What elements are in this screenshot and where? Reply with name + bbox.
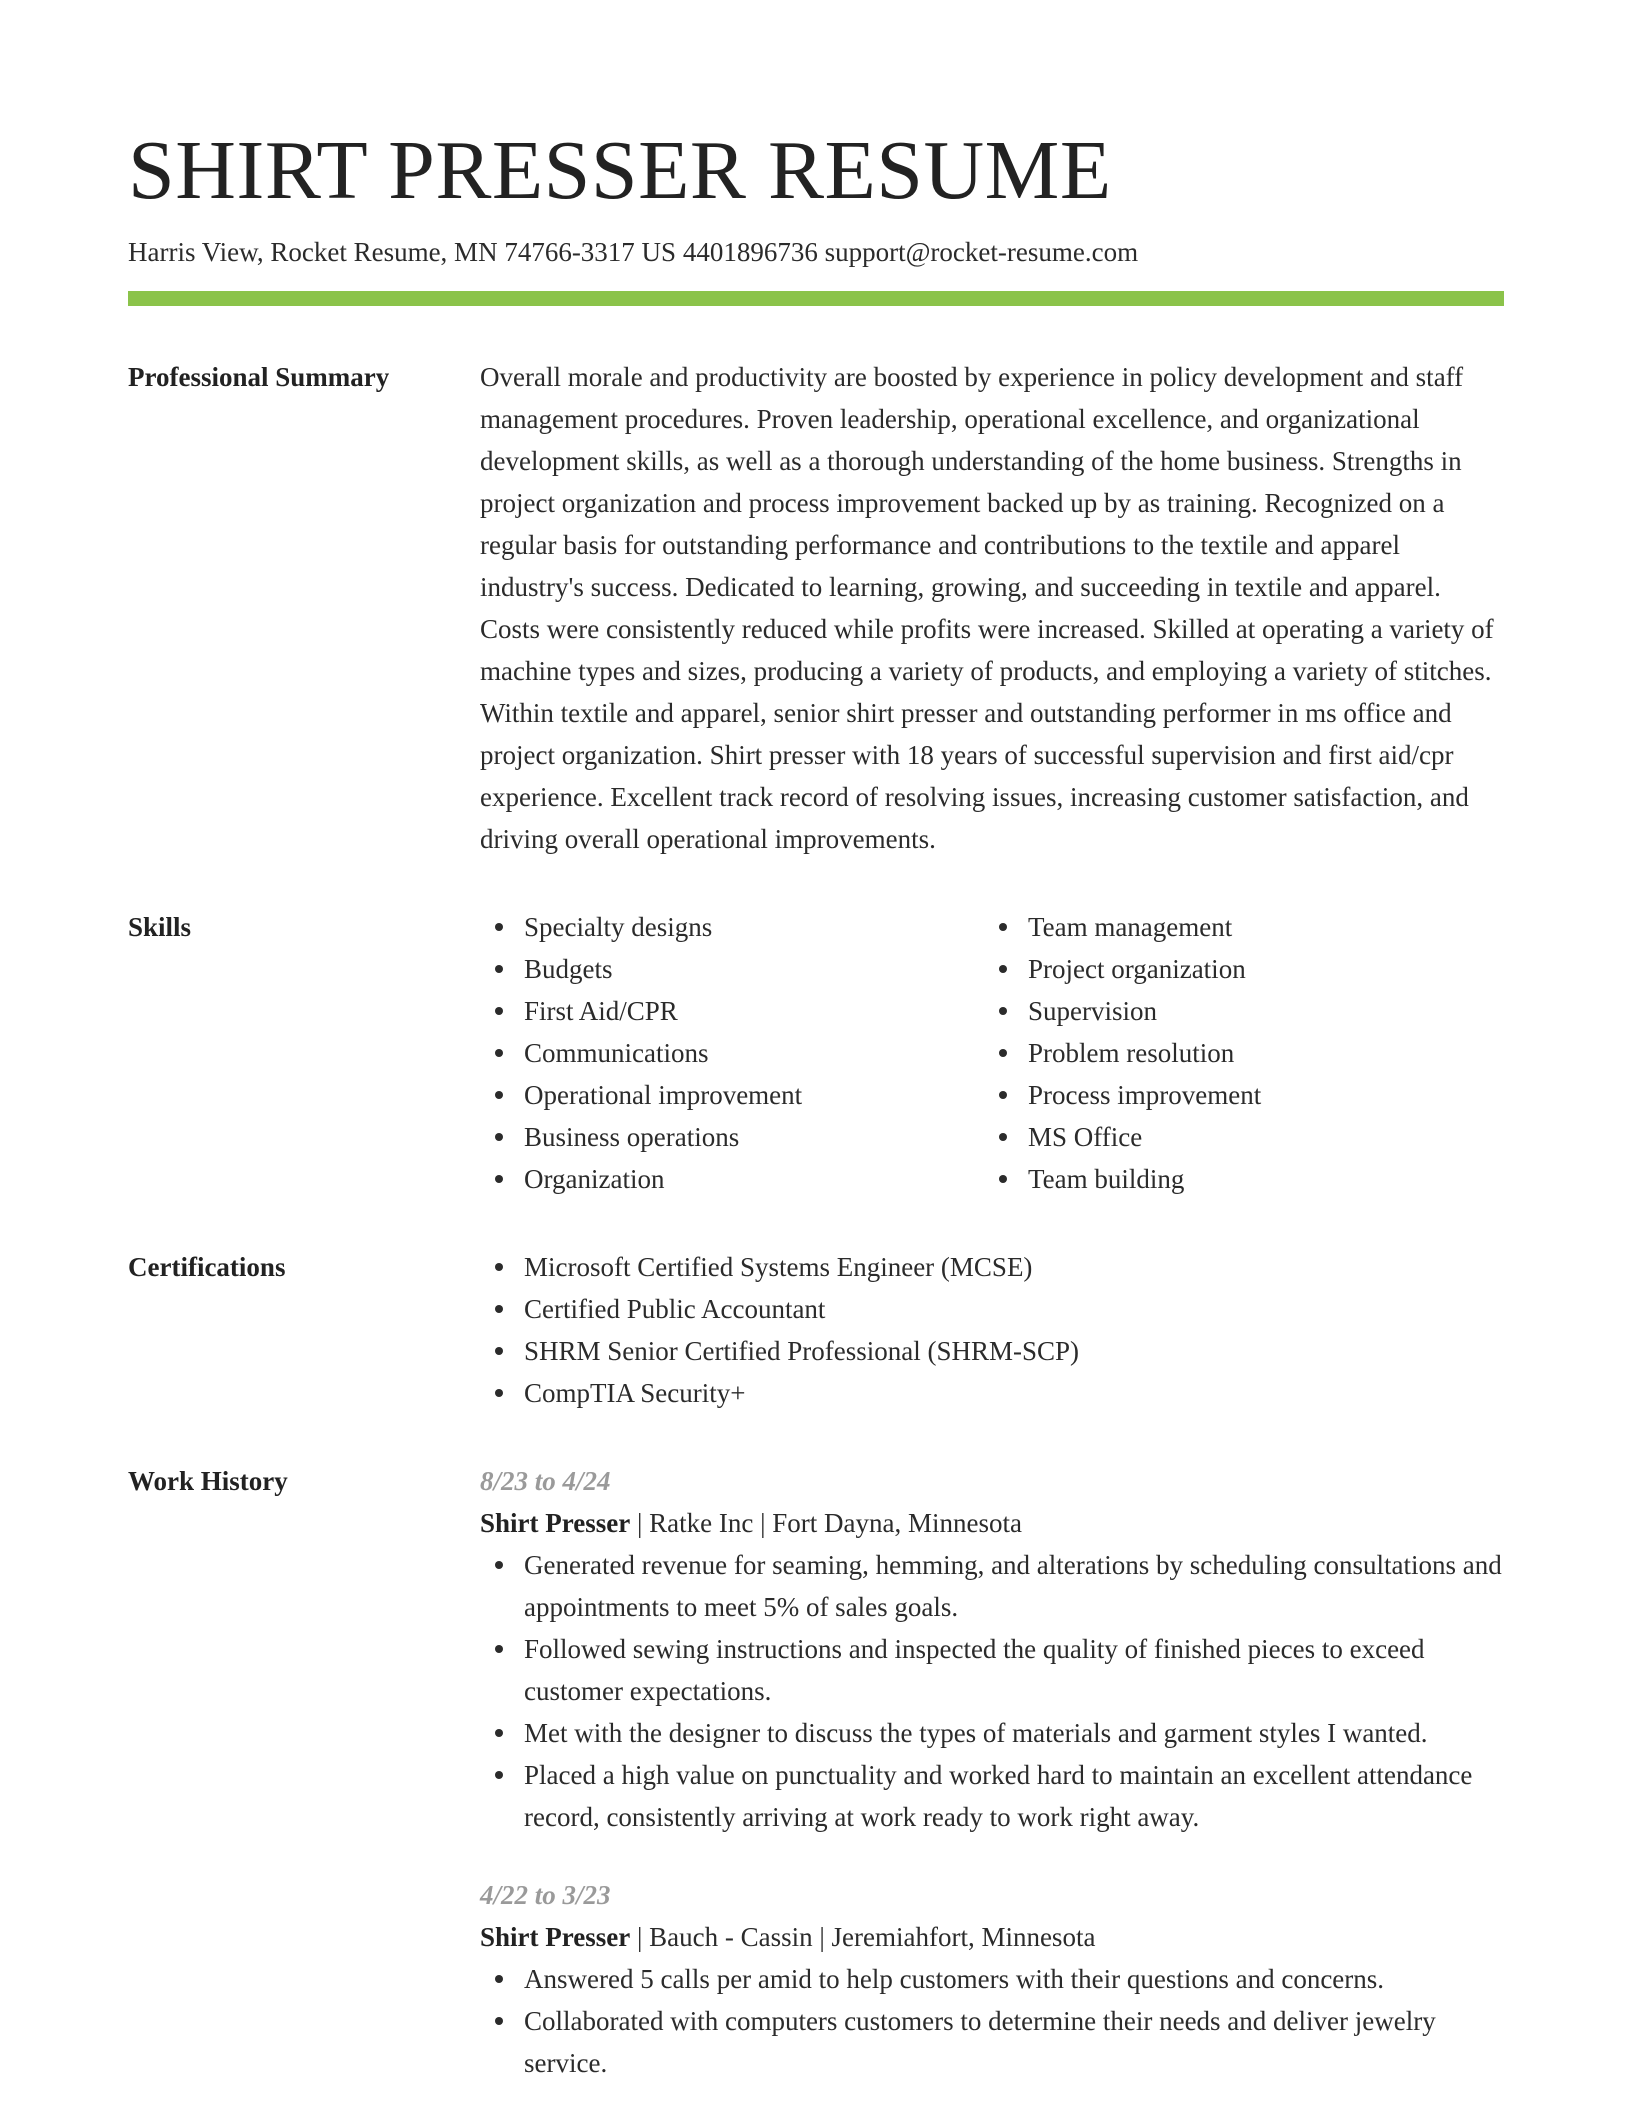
job-title-line xyxy=(480,1502,1504,1544)
skill-item: Team management xyxy=(984,906,1488,948)
job-entry xyxy=(480,1874,1504,2084)
skill-item: Organization xyxy=(480,1158,984,1200)
job-bullets xyxy=(480,1958,1504,2084)
skill-item: MS Office xyxy=(984,1116,1488,1158)
job-bullet: Met with the designer to discuss the types of materials and garment styles I wanted. xyxy=(480,1712,1504,1754)
summary-section xyxy=(128,356,1504,860)
skill-item: Specialty designs xyxy=(480,906,984,948)
work-history-label: Work History xyxy=(128,1466,288,1496)
resume-page xyxy=(128,118,1504,2084)
skills-grid xyxy=(480,906,1504,1200)
certification-item: SHRM Senior Certified Professional (SHRM-SCP) xyxy=(480,1330,1504,1372)
skills-label: Skills xyxy=(128,912,192,942)
work-history-section xyxy=(128,1460,1504,2084)
skill-item: Supervision xyxy=(984,990,1488,1032)
certifications-label: Certifications xyxy=(128,1252,286,1282)
contact-line: Harris View, Rocket Resume, MN 74766-3317 US 4401896736 support@rocket-resume.com xyxy=(128,237,1139,267)
certifications-section xyxy=(128,1246,1504,1414)
skills-section xyxy=(128,906,1504,1200)
skill-item: Communications xyxy=(480,1032,984,1074)
summary-text: Overall morale and productivity are boosted by experience in policy development and staff management procedures. Proven leadership, operational excellence, and organizational development skills, as well as a thorough understanding of the home business. Strengths in project organization and process improvement backed up by as training. Recognized on a regular basis for outstanding performance and contributions to the textile and apparel industry's success. Dedicated to learning, growing, and succeeding in textile and apparel. Costs were consistently reduced while profits were increased. Skilled at operating a variety of machine types and sizes, producing a variety of products, and employing a variety of stitches. Within textile and apparel, senior shirt presser and outstanding performer in ms office and project organization. Shirt presser with 18 years of successful supervision and first aid/cpr experience. Excellent track record of resolving issues, increasing customer satisfaction, and driving overall operational improvements. xyxy=(480,362,1494,854)
work-history-body xyxy=(480,1460,1504,2084)
skill-item: Operational improvement xyxy=(480,1074,984,1116)
skill-item: Budgets xyxy=(480,948,984,990)
skill-item: Project organization xyxy=(984,948,1488,990)
job-dates: 8/23 to 4/24 xyxy=(480,1466,611,1496)
job-dates: 4/22 to 3/23 xyxy=(480,1880,611,1910)
certification-item: Certified Public Accountant xyxy=(480,1288,1504,1330)
resume-title: SHIRT PRESSER RESUME xyxy=(128,124,1112,217)
skill-item: Process improvement xyxy=(984,1074,1488,1116)
skill-item: Problem resolution xyxy=(984,1032,1488,1074)
skills-list-left xyxy=(480,906,984,1200)
certification-item: CompTIA Security+ xyxy=(480,1372,1504,1414)
job-bullets xyxy=(480,1544,1504,1838)
certifications-list xyxy=(480,1246,1504,1414)
job-entry xyxy=(480,1460,1504,1838)
summary-body xyxy=(480,356,1504,860)
job-title: Shirt Presser xyxy=(480,1922,631,1952)
job-details: | Bauch - Cassin | Jeremiahfort, Minnesota xyxy=(630,1922,1096,1952)
certifications-body xyxy=(480,1246,1504,1414)
job-bullet: Generated revenue for seaming, hemming, and alterations by scheduling consultations and appointments to meet 5% of sales goals. xyxy=(480,1544,1504,1628)
skills-list-right xyxy=(984,906,1488,1200)
job-details: | Ratke Inc | Fort Dayna, Minnesota xyxy=(630,1508,1022,1538)
summary-label: Professional Summary xyxy=(128,362,390,392)
accent-divider xyxy=(128,291,1504,306)
job-bullet: Placed a high value on punctuality and worked hard to maintain an excellent attendance record, consistently arriving at work ready to work right away. xyxy=(480,1754,1504,1838)
skill-item: Team building xyxy=(984,1158,1488,1200)
skills-body xyxy=(480,906,1504,1200)
job-bullet: Followed sewing instructions and inspected the quality of finished pieces to exceed customer expectations. xyxy=(480,1628,1504,1712)
job-bullet: Collaborated with computers customers to determine their needs and deliver jewelry service. xyxy=(480,2000,1504,2084)
job-title-line xyxy=(480,1916,1504,1958)
skill-item: First Aid/CPR xyxy=(480,990,984,1032)
certification-item: Microsoft Certified Systems Engineer (MCSE) xyxy=(480,1246,1504,1288)
job-bullet: Answered 5 calls per amid to help customers with their questions and concerns. xyxy=(480,1958,1504,2000)
skill-item: Business operations xyxy=(480,1116,984,1158)
job-title: Shirt Presser xyxy=(480,1508,631,1538)
